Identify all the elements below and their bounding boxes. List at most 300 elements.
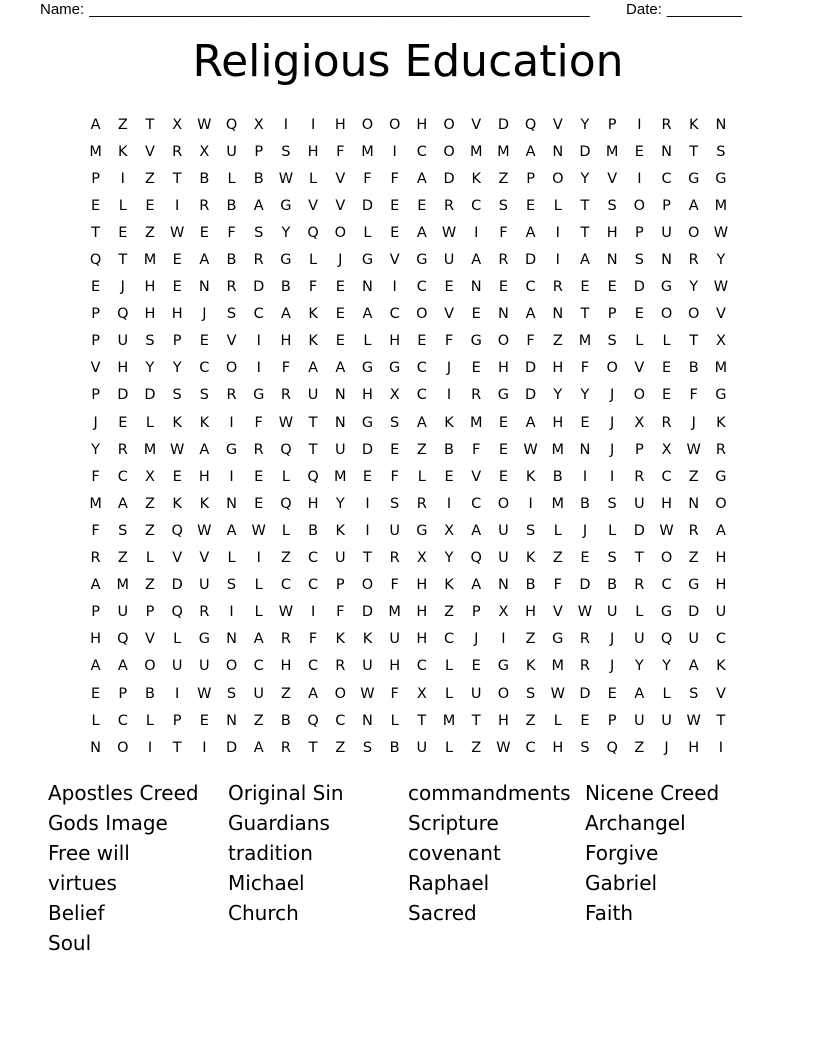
- grid-cell: C: [389, 306, 400, 323]
- grid-cell: T: [580, 224, 590, 241]
- word-item: commandments: [408, 781, 571, 805]
- word-item: Michael: [228, 870, 305, 895]
- grid-cell: P: [662, 197, 671, 214]
- grid-cell: K: [172, 414, 182, 431]
- grid-cell: B: [579, 495, 590, 512]
- grid-cell: N: [661, 143, 672, 160]
- grid-cell: E: [471, 360, 481, 377]
- grid-cell: L: [309, 170, 318, 187]
- grid-cell: F: [308, 279, 318, 296]
- grid-cell: K: [716, 414, 726, 431]
- grid-cell: G: [552, 631, 564, 648]
- grid-cell: C: [308, 577, 319, 594]
- grid-cell: U: [362, 658, 373, 675]
- grid-cell: H: [715, 577, 727, 594]
- grid-cell: L: [444, 658, 454, 675]
- grid-cell: R: [661, 116, 672, 133]
- grid-cell: G: [470, 333, 482, 350]
- grid-cell: R: [90, 550, 101, 567]
- grid-cell: S: [390, 495, 400, 512]
- grid-cell: G: [688, 170, 700, 187]
- grid-cell: S: [199, 387, 209, 404]
- grid-cell: T: [308, 739, 318, 756]
- grid-cell: E: [580, 712, 590, 729]
- grid-cell: U: [470, 685, 482, 702]
- grid-cell: A: [416, 170, 427, 187]
- grid-cell: A: [688, 197, 699, 214]
- grid-cell: V: [634, 360, 645, 377]
- grid-cell: D: [525, 360, 537, 377]
- grid-cell: R: [117, 441, 128, 458]
- grid-cell: H: [389, 658, 401, 675]
- grid-cell: R: [688, 522, 699, 539]
- grid-cell: T: [689, 143, 699, 160]
- grid-cell: W: [278, 170, 294, 187]
- grid-cell: P: [91, 387, 100, 404]
- grid-cell: H: [552, 360, 564, 377]
- grid-cell: I: [256, 333, 261, 350]
- grid-cell: O: [660, 550, 673, 567]
- grid-cell: O: [606, 360, 618, 377]
- grid-cell: H: [307, 143, 319, 160]
- grid-cell: T: [118, 252, 128, 269]
- grid-cell: F: [580, 360, 590, 377]
- grid-cell: R: [688, 252, 699, 269]
- grid-cell: S: [607, 550, 617, 567]
- grid-cell: G: [389, 360, 401, 377]
- grid-cell: L: [635, 333, 644, 350]
- grid-cell: D: [253, 279, 265, 296]
- grid-cell: F: [91, 468, 100, 485]
- grid-cell: L: [363, 224, 372, 241]
- grid-cell: I: [365, 522, 370, 539]
- grid-cell: F: [281, 360, 291, 377]
- grid-cell: X: [253, 116, 264, 133]
- grid-cell: D: [225, 739, 238, 756]
- grid-cell: N: [198, 279, 210, 296]
- grid-cell: E: [471, 658, 481, 675]
- grid-cell: A: [199, 441, 210, 458]
- grid-cell: X: [634, 414, 645, 431]
- word-item: Free will: [48, 840, 130, 865]
- word-item: Guardians: [228, 810, 330, 835]
- grid-cell: Z: [471, 739, 482, 756]
- grid-cell: P: [607, 306, 617, 323]
- grid-cell: I: [446, 387, 452, 404]
- grid-cell: F: [254, 414, 263, 431]
- grid-cell: L: [635, 604, 644, 621]
- grid-cell: A: [226, 522, 237, 539]
- word-column: [228, 779, 408, 958]
- grid-cell: C: [253, 658, 264, 675]
- grid-cell: G: [225, 441, 238, 458]
- grid-cell: E: [390, 224, 400, 241]
- grid-cell: I: [175, 685, 180, 702]
- grid-cell: Y: [91, 441, 101, 458]
- grid-cell: M: [388, 604, 401, 621]
- grid-cell: U: [661, 224, 672, 241]
- grid-cell: U: [661, 712, 672, 729]
- grid-cell: L: [363, 333, 372, 350]
- grid-cell: F: [363, 170, 372, 187]
- grid-cell: O: [225, 658, 238, 675]
- grid-cell: L: [91, 712, 100, 729]
- grid-cell: I: [637, 170, 642, 187]
- grid-cell: W: [523, 441, 538, 458]
- grid-cell: P: [118, 685, 128, 702]
- grid-cell: W: [197, 522, 212, 539]
- grid-cell: P: [607, 712, 617, 729]
- grid-cell: M: [89, 495, 102, 512]
- grid-cell: Q: [470, 550, 482, 567]
- date-blank-line: _________: [666, 1, 742, 18]
- grid-cell: A: [90, 577, 101, 594]
- grid-cell: T: [417, 712, 427, 729]
- grid-cell: N: [362, 279, 373, 296]
- grid-cell: O: [117, 739, 129, 756]
- grid-cell: N: [661, 252, 672, 269]
- grid-cell: C: [443, 631, 455, 648]
- grid-cell: R: [661, 414, 672, 431]
- grid-cell: B: [226, 197, 237, 214]
- grid-cell: D: [633, 279, 645, 296]
- grid-cell: H: [715, 550, 727, 567]
- grid-cell: W: [577, 604, 593, 621]
- grid-cell: O: [633, 197, 646, 214]
- grid-cell: K: [308, 333, 318, 350]
- grid-cell: G: [198, 631, 210, 648]
- grid-cell: L: [145, 712, 155, 729]
- grid-cell: U: [171, 658, 183, 675]
- grid-cell: W: [686, 712, 701, 729]
- grid-cell: U: [334, 441, 346, 458]
- grid-cell: M: [551, 658, 565, 675]
- grid-cell: H: [497, 712, 509, 729]
- grid-cell: Z: [117, 550, 128, 567]
- grid-cell: D: [361, 197, 374, 214]
- grid-cell: L: [281, 468, 290, 485]
- grid-cell: M: [551, 495, 565, 512]
- grid-cell: O: [443, 143, 455, 160]
- grid-cell: I: [528, 495, 533, 512]
- grid-cell: Q: [171, 604, 183, 621]
- grid-cell: W: [550, 685, 565, 702]
- grid-cell: W: [659, 522, 674, 539]
- grid-cell: O: [497, 333, 510, 350]
- grid-cell: N: [362, 712, 373, 729]
- grid-cell: L: [662, 685, 671, 702]
- grid-cell: I: [310, 116, 316, 133]
- grid-cell: N: [606, 252, 618, 269]
- grid-cell: O: [334, 685, 346, 702]
- grid-cell: Z: [280, 550, 291, 567]
- grid-cell: U: [443, 252, 455, 269]
- word-item: Original Sin: [228, 781, 344, 805]
- grid-cell: C: [335, 712, 346, 729]
- grid-cell: D: [361, 604, 374, 621]
- grid-cell: C: [416, 143, 427, 160]
- grid-cell: E: [580, 414, 590, 431]
- word-item: Sacred: [408, 900, 477, 925]
- grid-cell: R: [335, 658, 346, 675]
- grid-cell: S: [226, 577, 237, 594]
- grid-cell: V: [552, 116, 563, 133]
- grid-cell: S: [226, 306, 237, 323]
- grid-cell: L: [118, 197, 127, 214]
- grid-cell: D: [361, 441, 374, 458]
- grid-cell: U: [199, 658, 210, 675]
- grid-cell: F: [444, 333, 454, 350]
- grid-cell: E: [172, 279, 182, 296]
- grid-cell: X: [661, 441, 672, 458]
- grid-cell: H: [389, 333, 401, 350]
- grid-cell: V: [90, 360, 101, 377]
- grid-cell: Z: [253, 712, 264, 729]
- grid-cell: Y: [662, 658, 671, 675]
- grid-cell: Y: [335, 495, 345, 512]
- grid-cell: I: [501, 631, 506, 648]
- grid-cell: E: [118, 414, 128, 431]
- grid-cell: V: [552, 604, 563, 621]
- grid-cell: X: [498, 604, 509, 621]
- grid-cell: K: [471, 170, 481, 187]
- grid-cell: J: [610, 441, 615, 458]
- grid-cell: Z: [416, 441, 427, 458]
- grid-cell: D: [633, 522, 645, 539]
- word-item: Faith: [585, 900, 633, 925]
- grid-cell: E: [498, 468, 508, 485]
- grid-cell: E: [199, 712, 209, 729]
- grid-cell: U: [606, 604, 618, 621]
- grid-cell: I: [555, 252, 560, 269]
- grid-cell: M: [551, 441, 565, 458]
- grid-cell: A: [335, 360, 346, 377]
- grid-cell: U: [117, 333, 129, 350]
- grid-cell: H: [606, 224, 618, 241]
- grid-cell: H: [362, 387, 373, 404]
- grid-cell: R: [715, 441, 726, 458]
- grid-cell: U: [253, 685, 265, 702]
- grid-cell: L: [227, 550, 236, 567]
- grid-cell: I: [229, 468, 234, 485]
- grid-cell: A: [308, 360, 319, 377]
- grid-cell: U: [416, 739, 428, 756]
- grid-cell: W: [496, 739, 511, 756]
- grid-cell: V: [471, 116, 482, 133]
- grid-cell: D: [525, 387, 537, 404]
- grid-cell: Q: [524, 116, 537, 133]
- grid-cell: W: [686, 441, 701, 458]
- grid-cell: G: [416, 522, 428, 539]
- grid-cell: L: [444, 739, 454, 756]
- grid-cell: R: [199, 604, 210, 621]
- word-item: virtues: [48, 870, 117, 895]
- grid-cell: A: [416, 414, 427, 431]
- grid-cell: A: [416, 224, 427, 241]
- grid-cell: T: [308, 414, 318, 431]
- grid-cell: O: [660, 306, 673, 323]
- grid-cell: G: [416, 252, 428, 269]
- grid-cell: K: [362, 631, 373, 648]
- grid-cell: V: [226, 333, 237, 350]
- grid-cell: O: [361, 116, 374, 133]
- grid-cell: B: [607, 577, 618, 594]
- grid-cell: D: [525, 252, 537, 269]
- grid-cell: S: [498, 197, 509, 214]
- grid-cell: S: [118, 522, 128, 539]
- grid-cell: I: [718, 739, 724, 756]
- grid-cell: N: [334, 414, 346, 431]
- grid-cell: S: [525, 522, 536, 539]
- grid-cell: O: [688, 224, 700, 241]
- grid-cell: I: [202, 739, 207, 756]
- grid-cell: U: [307, 387, 319, 404]
- grid-cell: Z: [688, 468, 699, 485]
- grid-cell: N: [497, 306, 509, 323]
- grid-cell: G: [715, 170, 727, 187]
- grid-cell: H: [307, 495, 319, 512]
- grid-cell: E: [607, 685, 617, 702]
- grid-cell: W: [713, 224, 729, 241]
- grid-cell: U: [498, 550, 509, 567]
- grid-cell: H: [661, 495, 672, 512]
- word-item: Gabriel: [585, 870, 658, 895]
- grid-cell: M: [469, 143, 483, 160]
- grid-cell: Y: [281, 224, 291, 241]
- grid-cell: E: [145, 197, 155, 214]
- grid-cell: H: [280, 658, 292, 675]
- name-field: [40, 0, 590, 20]
- grid-cell: Z: [145, 170, 155, 187]
- grid-cell: E: [526, 197, 536, 214]
- grid-cell: H: [416, 604, 428, 621]
- header-line: [40, 0, 742, 20]
- grid-cell: M: [143, 252, 157, 269]
- grid-cell: I: [175, 197, 180, 214]
- grid-cell: V: [335, 197, 346, 214]
- grid-cell: K: [118, 143, 128, 160]
- grid-cell: I: [637, 116, 642, 133]
- grid-cell: O: [334, 224, 346, 241]
- grid-cell: U: [498, 522, 509, 539]
- grid-cell: E: [91, 685, 101, 702]
- grid-cell: T: [172, 739, 182, 756]
- grid-cell: B: [525, 577, 536, 594]
- grid-cell: T: [172, 170, 182, 187]
- grid-cell: M: [442, 712, 456, 729]
- grid-cell: F: [553, 577, 562, 594]
- grid-cell: I: [256, 360, 261, 377]
- grid-cell: R: [253, 252, 264, 269]
- grid-cell: G: [253, 387, 265, 404]
- grid-cell: V: [444, 306, 454, 323]
- grid-cell: Y: [172, 360, 182, 377]
- grid-cell: F: [499, 224, 508, 241]
- grid-cell: O: [497, 685, 510, 702]
- grid-cell: Z: [280, 685, 291, 702]
- grid-cell: H: [416, 631, 428, 648]
- grid-cell: A: [525, 414, 536, 431]
- grid-cell: I: [283, 116, 289, 133]
- grid-cell: E: [118, 224, 128, 241]
- grid-cell: S: [145, 333, 155, 350]
- word-item: Scripture: [408, 810, 499, 835]
- grid-cell: T: [91, 224, 101, 241]
- grid-cell: P: [526, 170, 535, 187]
- word-item: tradition: [228, 840, 313, 865]
- grid-cell: T: [308, 441, 318, 458]
- grid-cell: Z: [145, 224, 155, 241]
- grid-cell: P: [172, 712, 182, 729]
- grid-cell: M: [89, 143, 102, 160]
- grid-cell: R: [280, 631, 291, 648]
- grid-cell: Z: [552, 550, 563, 567]
- grid-cell: E: [607, 279, 617, 296]
- grid-cell: C: [525, 739, 536, 756]
- grid-cell: U: [226, 143, 237, 160]
- grid-cell: S: [607, 333, 617, 350]
- grid-cell: C: [253, 306, 264, 323]
- grid-cell: K: [335, 631, 346, 648]
- grid-cell: E: [172, 468, 182, 485]
- grid-cell: S: [689, 685, 699, 702]
- grid-cell: A: [117, 658, 128, 675]
- grid-cell: J: [664, 739, 669, 756]
- grid-cell: A: [253, 631, 264, 648]
- grid-cell: T: [634, 550, 644, 567]
- grid-cell: V: [715, 685, 726, 702]
- grid-cell: A: [580, 252, 590, 269]
- grid-cell: A: [715, 522, 726, 539]
- grid-cell: J: [474, 631, 479, 648]
- grid-cell: M: [469, 414, 483, 431]
- grid-cell: F: [336, 143, 345, 160]
- grid-cell: U: [334, 550, 346, 567]
- grid-cell: X: [715, 333, 726, 350]
- grid-cell: S: [634, 252, 644, 269]
- grid-cell: I: [555, 224, 560, 241]
- grid-cell: U: [688, 631, 700, 648]
- grid-cell: M: [334, 468, 347, 485]
- grid-cell: L: [553, 712, 562, 729]
- grid-cell: U: [389, 631, 400, 648]
- grid-cell: M: [116, 577, 130, 594]
- grid-cell: S: [525, 685, 536, 702]
- grid-cell: C: [416, 360, 427, 377]
- grid-cell: P: [335, 577, 345, 594]
- grid-cell: Y: [553, 387, 563, 404]
- word-item: Forgive: [585, 840, 659, 865]
- grid-cell: O: [388, 116, 401, 133]
- grid-cell: O: [715, 495, 727, 512]
- word-column: [408, 779, 585, 958]
- grid-cell: P: [634, 441, 644, 458]
- grid-cell: C: [661, 468, 672, 485]
- grid-cell: N: [226, 712, 237, 729]
- grid-cell: Y: [145, 360, 155, 377]
- grid-cell: X: [199, 143, 210, 160]
- grid-cell: Q: [117, 306, 129, 323]
- grid-cell: C: [471, 495, 482, 512]
- grid-cell: A: [525, 306, 536, 323]
- grid-cell: E: [254, 495, 264, 512]
- grid-cell: Q: [89, 252, 102, 269]
- grid-cell: R: [634, 577, 645, 594]
- grid-cell: Y: [689, 279, 699, 296]
- grid-cell: F: [526, 333, 535, 350]
- grid-cell: B: [226, 252, 237, 269]
- grid-cell: E: [444, 468, 454, 485]
